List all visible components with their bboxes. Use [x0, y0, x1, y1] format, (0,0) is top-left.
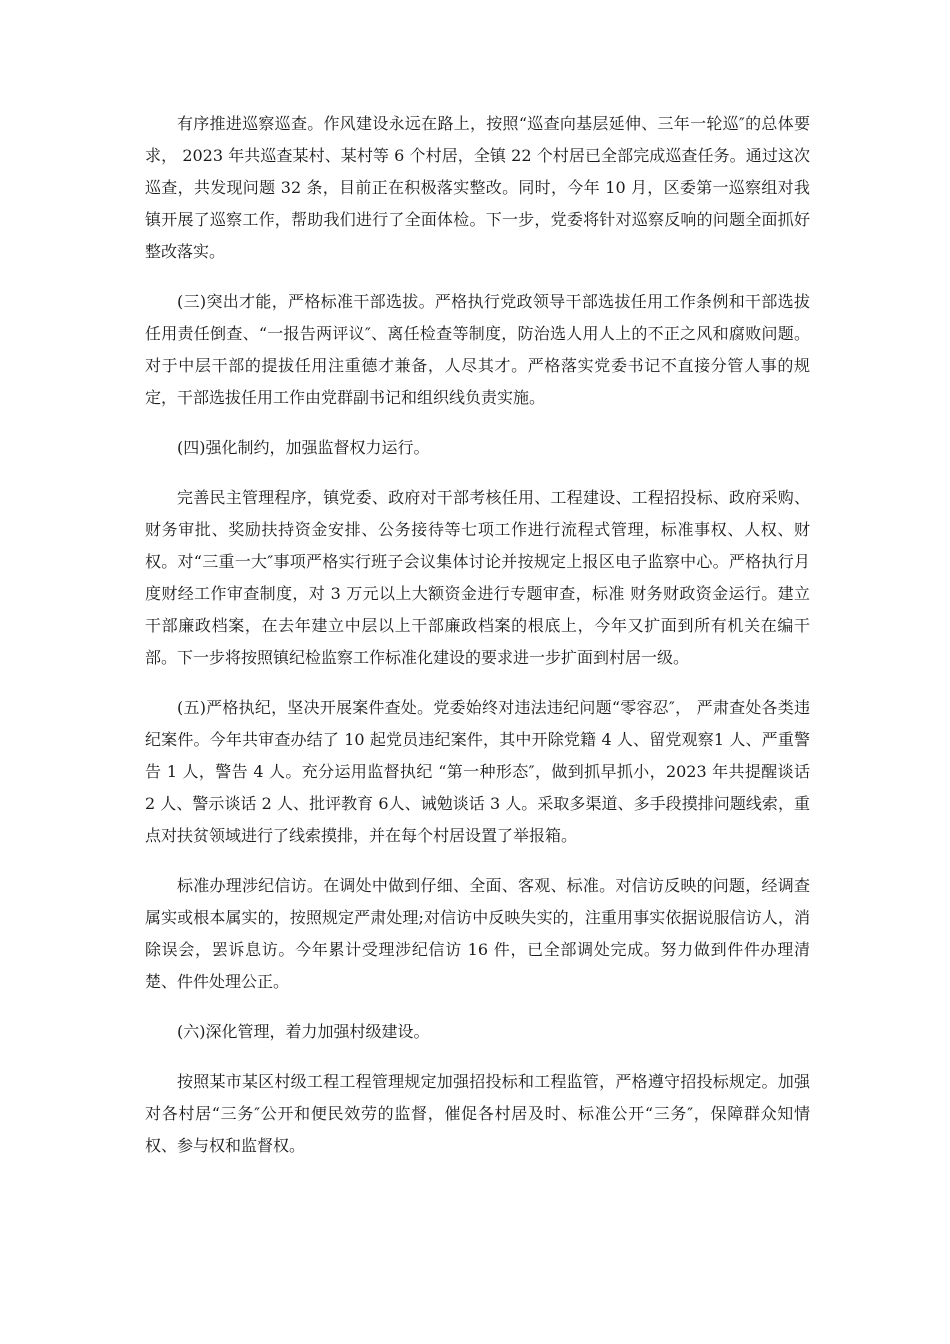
heading-supervision-of-power: (四)强化制约，加强监督权力运行。: [177, 438, 430, 457]
paragraph-village-projects: 按照某市某区村级工程工程管理规定加强招投标和工程监管，严格遵守招投标规定。加强对各村居“三务″公开和便民效劳的监督，催促各村居及时、标准公开“三务″，保障群众知情权、参与权和监督权。: [145, 1072, 810, 1155]
paragraph-petitions: 标准办理涉纪信访。在调处中做到仔细、全面、客观、标准。对信访反映的问题，经调查属实或根本属实的，按照规定严肃处理;对信访中反映失实的，注重用事实依据说服信访人，消除误会，罢诉息访。今年累计受理涉纪信访 16 件，已全部调处完成。努力做到件件办理清楚、件件处理公正。: [145, 876, 810, 991]
paragraph-discipline-cases: (五)严格执纪，坚决开展案件查处。党委始终对违法违纪问题“零容忍″， 严肃查处各类违纪案件。今年共审查办结了 10 起党员违纪案件，其中开除党籍 4 人、留党观察1 人、严重警告 1 人，警告 4 人。充分运用监督执纪 “第一种形态″，做到抓早抓小，2023 年共提醒谈话 2 人、警示谈话 2 人、批评教育 6人、诫勉谈话 3 人。采取多渠道、多手段摸排问题线索，重点对扶贫领域进行了线索摸排，并在每个村居设置了举报箱。: [145, 698, 810, 845]
document-body: [145, 108, 810, 1180]
paragraph-inspection-tours: 有序推进巡察巡查。作风建设永远在路上，按照“巡查向基层延伸、三年一轮巡″的总体要求， 2023 年共巡查某村、某村等 6 个村居，全镇 22 个村居已全部完成巡查任务。通过这次巡查，共发现问题 32 条，目前正在积极落实整改。同时，今年 10 月，区委第一巡察组对我镇开展了巡察工作，帮助我们进行了全面体检。下一步，党委将针对巡察反响的问题全面抓好整改落实。: [145, 114, 810, 261]
paragraph-democratic-management: 完善民主管理程序，镇党委、政府对干部考核任用、工程建设、工程招投标、政府采购、财务审批、奖励扶持资金安排、公务接待等七项工作进行流程式管理，标准事权、人权、财权。对“三重一大″事项严格实行班子会议集体讨论并按规定上报区电子监察中心。严格执行月度财经工作审查制度，对 3 万元以上大额资金进行专题审查，标准 财务财政资金运行。建立干部廉政档案，在去年建立中层以上干部廉政档案的根底上，今年又扩面到所有机关在编干部。下一步将按照镇纪检监察工作标准化建设的要求进一步扩面到村居一级。: [145, 488, 810, 667]
paragraph-cadre-selection: (三)突出才能，严格标准干部选拔。严格执行党政领导干部选拔任用工作条例和干部选拔任用责任倒查、“一报告两评议″、离任检查等制度，防治选人用人上的不正之风和腐败问题。对于中层干部的提拔任用注重德才兼备，人尽其才。严格落实党委书记不直接分管人事的规定，干部选拔任用工作由党群副书记和组织线负责实施。: [145, 292, 810, 407]
heading-village-construction: (六)深化管理，着力加强村级建设。: [177, 1022, 430, 1041]
